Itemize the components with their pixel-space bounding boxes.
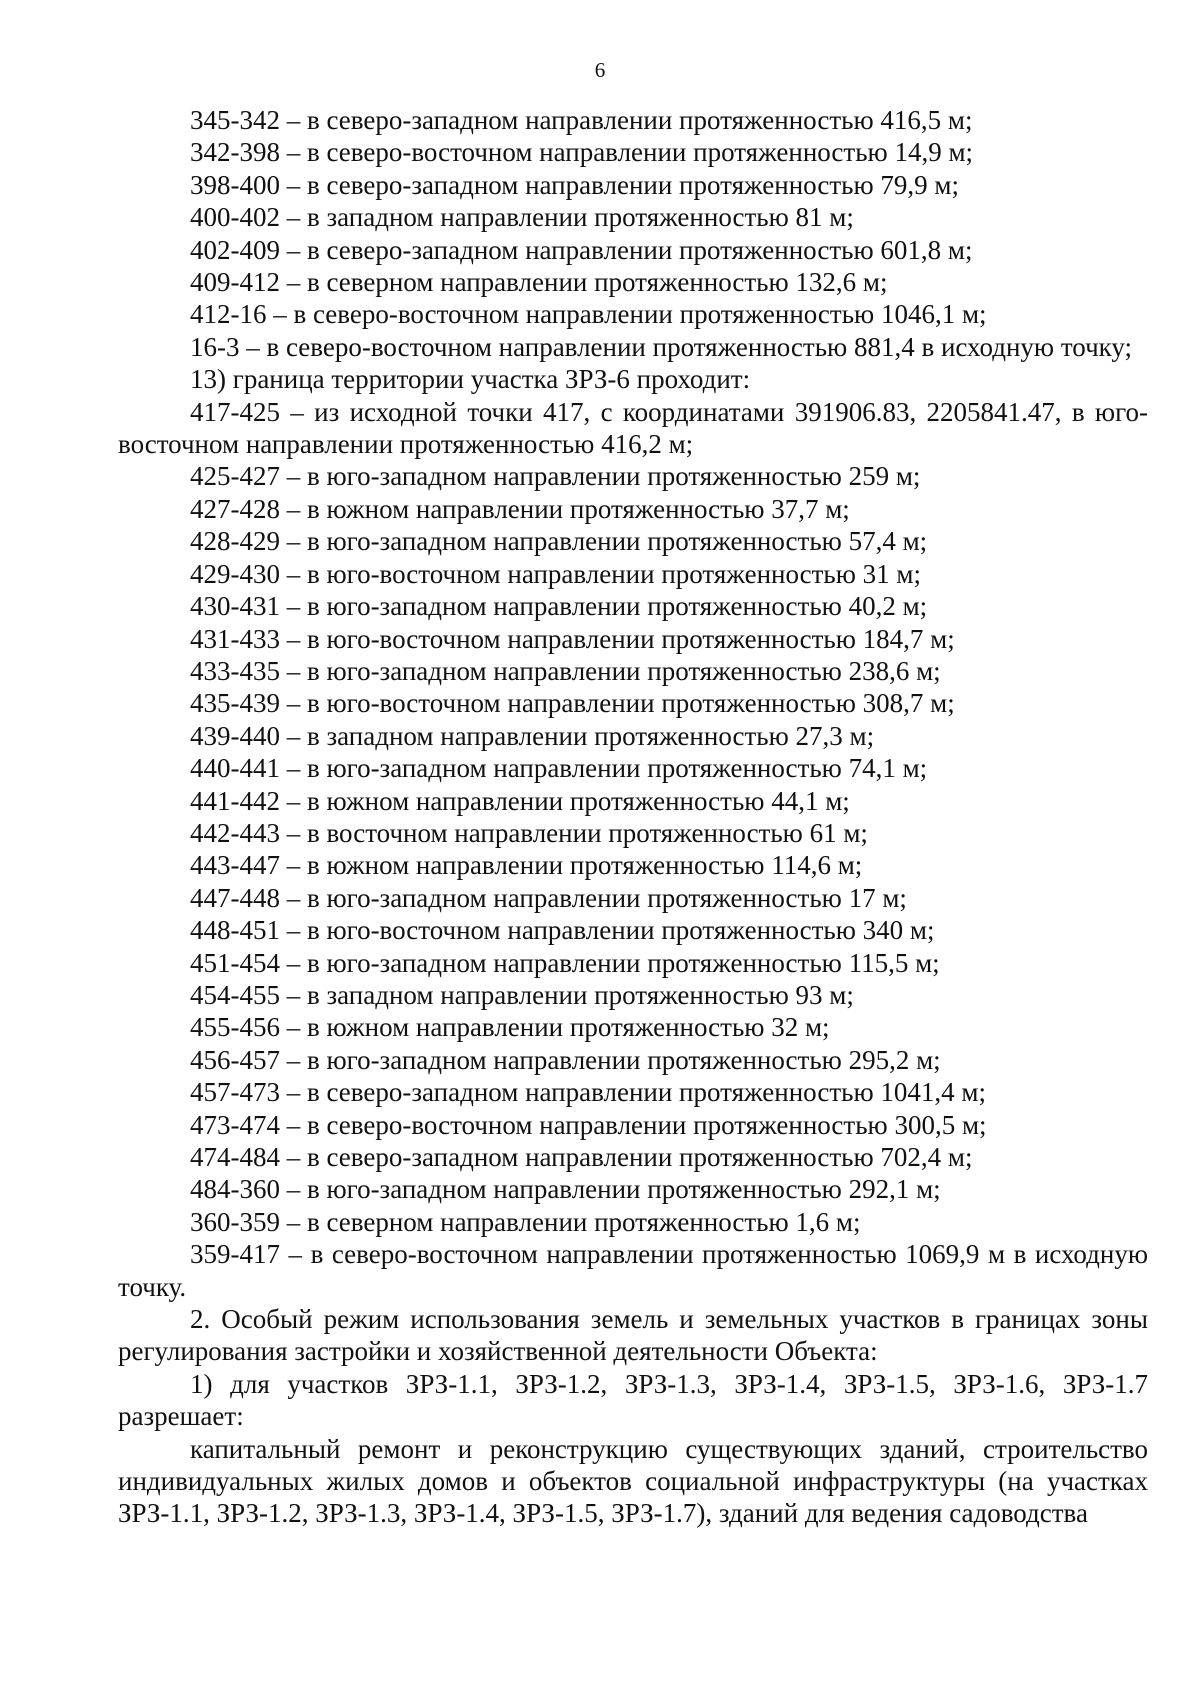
paragraph: 1) для участков ЗРЗ-1.1, ЗРЗ-1.2, ЗРЗ-1.3, ЗРЗ-1.4, ЗРЗ-1.5, ЗРЗ-1.6, ЗРЗ-1.7 разрешает: [118,1368,1148,1432]
paragraph: 427-428 – в южном направлении протяженностью 37,7 м; [190,493,850,524]
paragraph: 457-473 – в северо-западном направлении протяженностью 1041,4 м; [190,1077,986,1108]
paragraph: 425-427 – в юго-западном направлении протяженностью 259 м; [190,461,921,492]
paragraph: 428-429 – в юго-западном направлении протяженностью 57,4 м; [190,526,928,557]
paragraph: капитальный ремонт и реконструкцию существующих зданий, строительство индивидуальных жилых домов и объектов социальной инфраструктуры (на участках ЗРЗ-1.1, ЗРЗ-1.2, ЗРЗ-1.3, ЗРЗ-1.4, ЗРЗ-1.5, ЗРЗ-1.7), зданий для ведения садоводства [118,1433,1148,1529]
page-number: 6 [594,58,606,82]
paragraph: 417-425 – из исходной точки 417, с координатами 391906.83, 2205841.47, в юго-восточном направлении протяженностью 416,2 м; [118,396,1148,460]
paragraph: 433-435 – в юго-западном направлении протяженностью 238,6 м; [190,655,941,686]
paragraph: 473-474 – в северо-восточном направлении протяженностью 300,5 м; [190,1109,987,1140]
paragraph: 442-443 – в восточном направлении протяженностью 61 м; [190,817,868,848]
paragraph: 409-412 – в северном направлении протяженностью 132,6 м; [190,267,888,298]
paragraph: 431-433 – в юго-восточном направлении протяженностью 184,7 м; [190,623,955,654]
paragraph: 456-457 – в юго-западном направлении протяженностью 295,2 м; [190,1044,941,1075]
paragraph: 402-409 – в северо-западном направлении протяженностью 601,8 м; [190,234,973,265]
paragraph: 345-342 – в северо-западном направлении протяженностью 416,5 м; [190,105,973,135]
paragraph: 440-441 – в юго-западном направлении протяженностью 74,1 м; [190,753,928,784]
paragraph: 448-451 – в юго-восточном направлении протяженностью 340 м; [190,915,935,946]
paragraph: 429-430 – в юго-восточном направлении протяженностью 31 м; [190,558,921,589]
paragraph: 435-439 – в юго-восточном направлении протяженностью 308,7 м; [190,688,955,719]
paragraph: 360-359 – в северном направлении протяженностью 1,6 м; [190,1206,861,1237]
paragraph: 16-3 – в северо-восточном направлении протяженностью 881,4 в исходную точку; [190,331,1133,362]
paragraph: 412-16 – в северо-восточном направлении протяженностью 1046,1 м; [190,299,987,330]
paragraph: 484-360 – в юго-западном направлении протяженностью 292,1 м; [190,1174,941,1205]
section-heading: 13) граница территории участка ЗРЗ-6 проходит: [190,364,751,395]
paragraph: 447-448 – в юго-западном направлении протяженностью 17 м; [190,882,907,913]
paragraph: 400-402 – в западном направлении протяженностью 81 м; [190,202,854,233]
paragraph: 359-417 – в северо-восточном направлении протяженностью 1069,9 м в исходную точку. [118,1239,1148,1302]
paragraph: 439-440 – в западном направлении протяженностью 27,3 м; [190,720,875,751]
paragraph: 451-454 – в юго-западном направлении протяженностью 115,5 м; [190,947,940,978]
paragraph: 2. Особый режим использования земель и земельных участков в границах зоны регулирования застройки и хозяйственной деятельности Объекта: [118,1304,1148,1367]
paragraph: 342-398 – в северо-восточном направлении протяженностью 14,9 м; [190,137,974,168]
paragraph: 443-447 – в южном направлении протяженностью 114,6 м; [190,850,863,881]
paragraph: 441-442 – в южном направлении протяженностью 44,1 м; [190,785,850,816]
paragraph: 474-484 – в северо-западном направлении протяженностью 702,4 м; [190,1142,973,1172]
document-body [118,104,1148,1530]
paragraph: 454-455 – в западном направлении протяженностью 93 м; [190,979,854,1010]
paragraph: 398-400 – в северо-западном направлении протяженностью 79,9 м; [190,169,959,200]
paragraph: 455-456 – в южном направлении протяженностью 32 м; [190,1012,830,1043]
paragraph: 430-431 – в юго-западном направлении протяженностью 40,2 м; [190,591,928,622]
